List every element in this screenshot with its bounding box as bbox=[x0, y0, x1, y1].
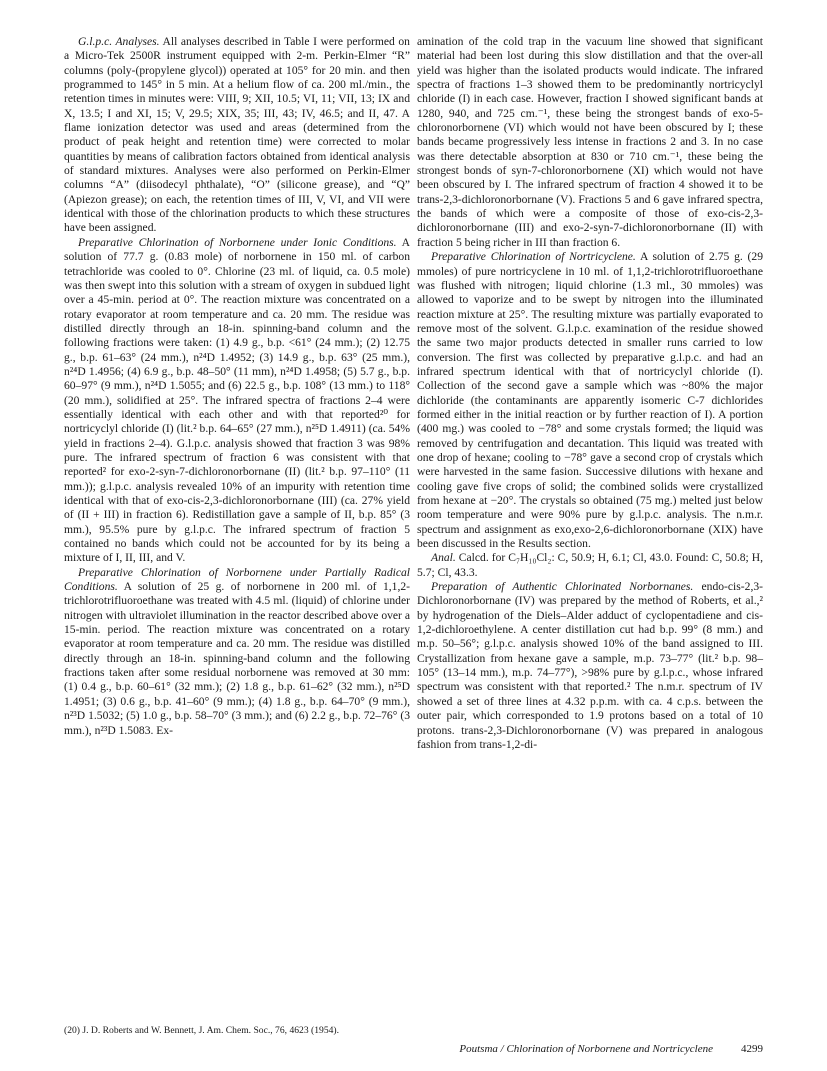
paragraph-continued bbox=[417, 35, 763, 250]
paragraph-heading: Preparative Chlorination of Norbornene under Ionic Conditions. bbox=[78, 235, 397, 249]
paragraph-heading: Preparative Chlorination of Nortricyclene. bbox=[431, 250, 636, 264]
paragraph-body: A solution of 77.7 g. (0.83 mole) of norbornene in 150 ml. of carbon tetrachloride was cooled to 0°. Chlorine (23 ml. of liquid, ca. 0.5 mole) was then swept into this solution with a stream of oxygen in subdued light over a 45-min. period at 0°. The reaction mixture was concentrated on a rotary evaporator at room temperature and ca. 20 mm. The residue was distilled directly through an 18-in. spinning-band column and the following fractions were taken: (1) 4.9 g., b.p. <61° (24 mm.); (2) 12.75 g., b.p. 61–63° (24 mm.), n²⁴D 1.4952; (3) 14.9 g., b.p. 63° (25 mm.), n²⁴D 1.4956; (4) 6.9 g., b.p. 48–50° (11 mm), n²⁴D 1.4958; (5) 5.7 g., b.p. 60–97° (9 mm.), n²⁴D 1.5055; and (6) 22.5 g., b.p. 108° (13 mm.) to 118° (20 mm.), solidified at 25°. The infrared spectra of fractions 2–4 were essentially identical with each other and with that reported²⁰ for nortricyclyl chloride (I) (lit.² b.p. 64–65° (27 mm.), n²⁵D 1.4911) (ca. 54% yield in fractions 2–4). G.l.p.c. analysis showed that fraction 3 was 98% pure. The infrared spectrum of fraction 6 was consistent with that reported² for exo-2-syn-7-dichloronorbornane (II) (lit.² b.p. 97–110° (11 mm.)); g.l.p.c. analysis revealed 10% of an impurity with retention time identical with that of exo-cis-2,3-dichloronorbornane (III) (ca. 27% yield of (II + III) in fraction 6). Redistillation gave a sample of II, b.p. 85° (3 mm.), 95.5% pure by g.l.p.c. The infrared spectrum of fraction 5 contained no bands which could not be accounted for by its being a mixture of I, II, III, and V. bbox=[64, 235, 410, 565]
page-footer bbox=[417, 1043, 763, 1055]
paragraph-body: endo-cis-2,3-Dichloronorbornane (IV) was prepared by the method of Roberts, et al.,² by hydrogenation of the Diels–Alder adduct of cyclopentadiene and cis-1,2-dichloroethylene. A center distillation cut had b.p. 99° (8 mm.) and m.p. 50–56°; g.l.p.c. analysis showed 10% of the band assigned to III. Crystallization from hexane gave a sample, m.p. 73–77° (lit.² b.p. 98–105° (13–14 mm.), m.p. 74–77°), >98% pure by g.l.p.c., whose infrared spectrum was consistent with that reported.² The n.m.r. spectrum of IV showed a set of three lines at 4.32 p.p.m. with ca. 4 c.p.s. between the outer pair, which corresponded to 1.9 protons based on a total of 10 protons. trans-2,3-Dichloronorbornane (V) was prepared in analogous fashion from trans-1,2-di- bbox=[417, 580, 763, 751]
page-number: 4299 bbox=[741, 1043, 763, 1055]
footnote-20: (20) J. D. Roberts and W. Bennett, J. Am. Chem. Soc., 76, 4623 (1954). bbox=[64, 1025, 340, 1036]
running-head: Poutsma / Chlorination of Norbornene and Nortricyclene bbox=[459, 1043, 713, 1055]
paragraph-heading: Preparation of Authentic Chlorinated Norbornanes. bbox=[431, 580, 694, 594]
paragraph-analysis bbox=[417, 551, 763, 580]
paragraph-body: All analyses described in Table I were performed on a Micro-Tek 2500R instrument equipped with 2-m. Perkin-Elmer “R” columns (poly-(propylene glycol)) operated at 105° for 20 min. and then programmed to 145° in 5 min. At a helium flow of ca. 200 ml./min., the retention times in minutes were: VIII, 9; XII, 10.5; VI, 11; VII, 13; IX and X, 13.5; I and XI, 15; V, 29.5; XIX, 35; III, 43; IV, 46.5; and II, 47. A flame ionization detector was used and areas (determined from the product of peak height and retention time) were corrected to molar quantities by means of calibration factors obtained from identical analysis of standard mixtures. Analyses were also performed on Perkin-Elmer columns “A” (diisodecyl phthalate), “O” (silicone grease), and “Q” (Apiezon grease); on each, the retention times of III, V, VI, and VII were identical with those of the chlorination products to which these structures have been assigned. bbox=[64, 35, 410, 235]
paragraph-body: Calcd. for C₇H₁₀Cl₂: C, 50.9; H, 6.1; Cl, 43.0. Found: C, 50.8; H, 5.7; Cl, 43.3. bbox=[417, 551, 763, 579]
paragraph-heading: G.l.p.c. Analyses. bbox=[78, 35, 160, 48]
paragraph-authentic-norbornanes bbox=[417, 580, 763, 752]
paragraph-body: A solution of 25 g. of norbornene in 200 ml. of 1,1,2-trichlorotrifluoroethane was treated with 4.5 ml. (liquid) of chlorine under nitrogen with ultraviolet illumination in the reactor described above over a 15-min. period. The reaction mixture was concentrated on a rotary evaporator at room temperature and ca. 20 mm. The residue was distilled directly through an 18-in. spinning-band column and the following fractions taken after some residual norbornene was removed at 30 mm: (1) 0.4 g., b.p. 60–61° (32 mm.); (2) 1.8 g., b.p. 61–62° (32 mm.), n²⁵D 1.4951; (3) 0.6 g., b.p. 41–60° (9 mm.); (4) 1.8 g., b.p. 64–70° (9 mm.), n²³D 1.5032; (5) 1.0 g., b.p. 58–70° (3 mm.); and (6) 2.2 g., b.p. 72–76° (3 mm.), n²³D 1.5083. Ex- bbox=[64, 580, 410, 737]
paragraph-body: A solution of 2.75 g. (29 mmoles) of pure nortricyclene in 10 ml. of 1,1,2-trichlorotrifluoroethane was flushed with nitrogen; liquid chlorine (1.3 ml., 30 mmoles) was allowed to vaporize and to be swept by nitrogen into the illuminated reaction mixture at 25°. The resulting mixture was partially evaporated to remove most of the solvent. G.l.p.c. examination of the residue showed the same two major products detected in smaller runs carried to low conversion. The first was collected by preparative g.l.p.c. and had an infrared spectrum identical with that of nortricyclyl chloride (I). Collection of the second gave a sample which was ~80% the major dichloride (the contaminants are apparently isomeric C-7 dichlorides formed either in the initial reaction or by further reaction of I). A portion (400 mg.) was cooled to −78° and some crystals formed; the liquid was removed by centrifugation and decantation. This liquid was treated with one drop of hexane; cooling to −78° gave a second crop of crystals which were harvested in the same fasion. Successive dilutions with hexane and cooling gave five crops of solid; the combined solids were crystallized from hexane at −20°. The crystals so obtained (75 mg.) melted just below room temperature and were 90% pure by g.l.p.c. analysis. The n.m.r. spectrum and assignment as exo,exo-2,6-dichloronorbornane (XIX) have been discussed in the Results section. bbox=[417, 250, 763, 551]
left-column bbox=[64, 35, 410, 738]
paragraph-nortricyclene-chlorination bbox=[417, 250, 763, 551]
paragraph-heading: Anal. bbox=[431, 551, 456, 565]
paragraph-glpc-analyses bbox=[64, 35, 410, 236]
paragraph-body: amination of the cold trap in the vacuum line showed that significant material had been lost during this slow distillation and that the over-all yield was higher than the isolated products would indicate. The infrared spectra of fractions 1–3 showed them to be predominantly nortricyclyl chloride (I) in each case. However, fraction I showed significant bands at 1280, 940, and 725 cm.⁻¹, these being the strongest bands of exo-5-chloronorbornene (VI) which would not have been obscured by I; these bands became progressively less intense in fractions 2 and 3. In no case was there detectable absorption at 830 or 710 cm.⁻¹, these being the strongest bonds of syn-7-chloronorbornene (XI) which would not have been obscured by I. The infrared spectrum of fraction 4 showed it to be trans-2,3-dichloronorbornane (V). Fractions 5 and 6 gave infrared spectra, the bands of which were a composite of those of exo-cis-2,3-dichloronorbornane (III) and exo-2-syn-7-dichloronorbornane (II) with fraction 5 being richer in III than fraction 6. bbox=[417, 35, 763, 249]
paragraph-radical-chlorination bbox=[64, 566, 410, 738]
paragraph-heading: Preparative Chlorination of Norbornene under Partially Radical Conditions. bbox=[64, 565, 410, 594]
right-column bbox=[417, 35, 763, 752]
paragraph-ionic-chlorination bbox=[64, 236, 410, 566]
